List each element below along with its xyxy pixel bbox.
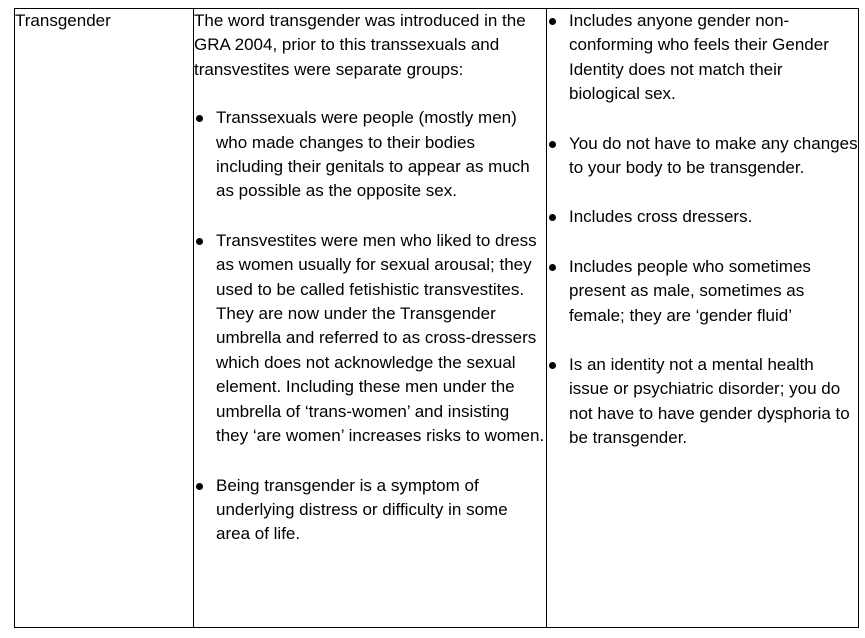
bullet-icon xyxy=(549,18,556,25)
bullet-icon xyxy=(549,362,556,369)
list-item-text: Includes people who sometimes present as male, sometimes as female; they are ‘gender fluid’ xyxy=(569,256,811,325)
list-item xyxy=(547,255,858,328)
table-row xyxy=(15,9,859,628)
list-item xyxy=(547,205,858,229)
list-item xyxy=(194,229,546,449)
history-bullet-list xyxy=(194,106,546,547)
definition-table xyxy=(14,8,859,628)
bullet-icon xyxy=(549,264,556,271)
list-item-text: Includes anyone gender non-conforming who feels their Gender Identity does not match their biological sex. xyxy=(569,11,829,104)
definition-cell xyxy=(547,9,859,628)
bullet-icon xyxy=(196,483,203,490)
list-item xyxy=(194,106,546,204)
term-label: Transgender xyxy=(15,11,111,30)
history-cell xyxy=(194,9,547,628)
list-item-text: Is an identity not a mental health issue or psychiatric disorder; you do not have to have gender dysphoria to be transgender. xyxy=(569,355,850,448)
bullet-icon xyxy=(196,238,203,245)
list-item xyxy=(194,474,546,547)
list-item-text: Transvestites were men who liked to dress as women usually for sexual arousal; they used to be called fetishistic transvestites. They are now under the Transgender umbrella and referred to as cross-dressers which does not acknowledge the sexual element. Including these men under the umbrella of ‘trans-women’ and insisting they ‘are women’ increases risks to women. xyxy=(216,230,545,446)
list-item xyxy=(547,353,858,451)
bullet-icon xyxy=(196,115,203,122)
term-cell xyxy=(15,9,194,628)
list-item-text: Includes cross dressers. xyxy=(569,207,753,227)
list-item-text: You do not have to make any changes to your body to be transgender. xyxy=(569,133,858,178)
bullet-icon xyxy=(549,141,556,148)
list-item-text: Being transgender is a symptom of underlying distress or difficulty in some area of life. xyxy=(216,475,508,544)
definition-bullet-list xyxy=(547,9,858,451)
bullet-icon xyxy=(549,214,556,221)
list-item xyxy=(547,9,858,107)
history-intro: The word transgender was introduced in the GRA 2004, prior to this transsexuals and transvestites were separate groups: xyxy=(194,11,526,79)
list-item-text: Transsexuals were people (mostly men) who made changes to their bodies including their genitals to appear as much as possible as the opposite sex. xyxy=(216,108,530,201)
list-item xyxy=(547,132,858,181)
